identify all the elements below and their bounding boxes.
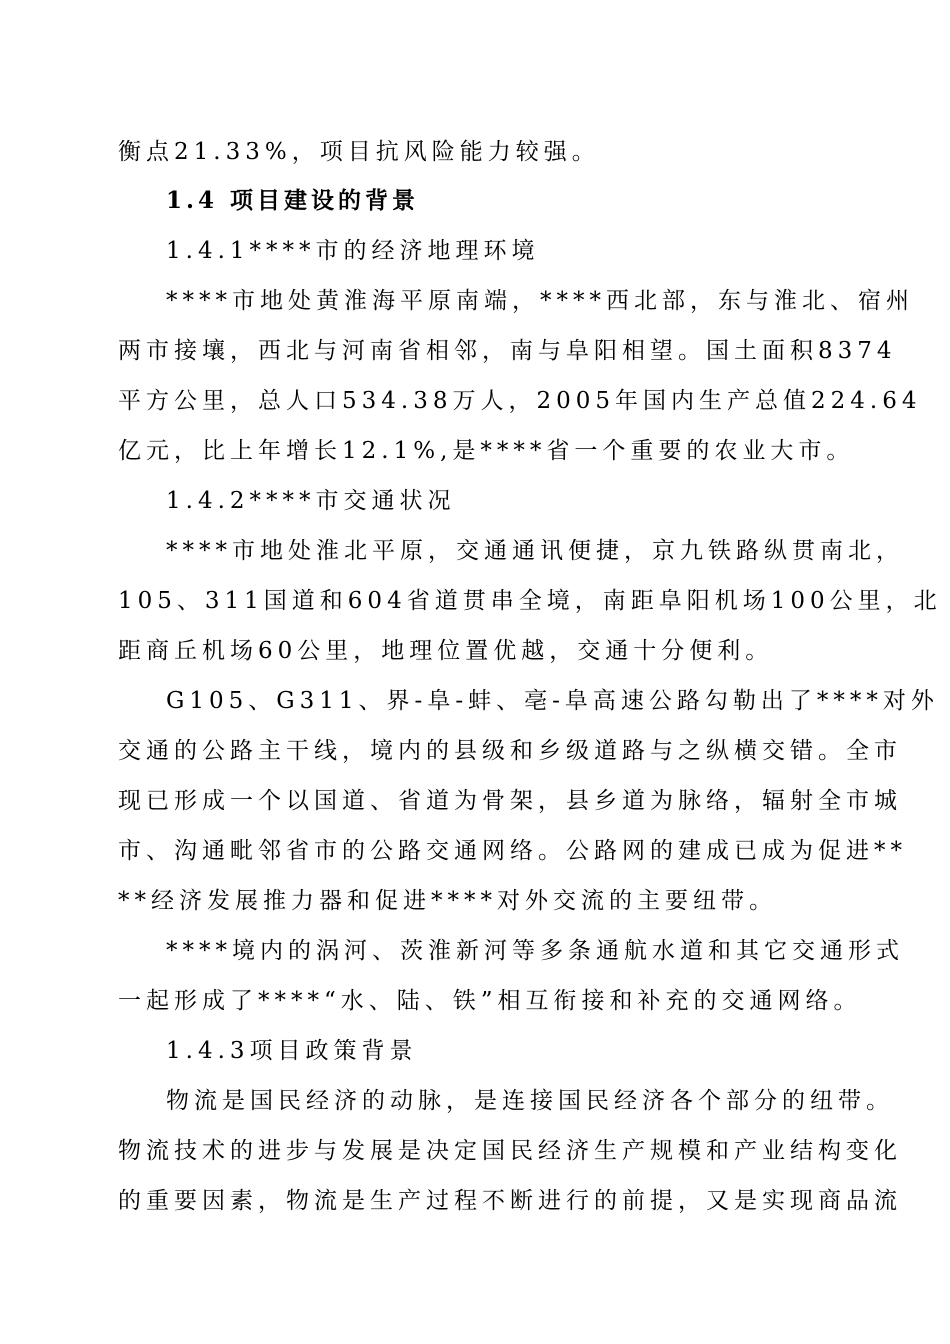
text-line: 一起形成了****“水、陆、铁”相互衔接和补充的交通网络。: [118, 988, 862, 1014]
text-line: **经济发展推力器和促进****对外交流的主要纽带。: [118, 888, 777, 914]
text-line: ****境内的涡河、茨淮新河等多条通航水道和其它交通形式: [166, 938, 904, 964]
text-line: 平方公里，总人口534.38万人，2005年国内生产总值224.64: [118, 388, 922, 414]
subsection-heading: 1.4.2****市交通状况: [166, 488, 456, 514]
text-line: 两市接壤，西北与河南省相邻，南与阜阳相望。国土面积8374: [118, 338, 897, 364]
text-line: 距商丘机场60公里，地理位置优越，交通十分便利。: [118, 638, 774, 664]
text-line: ****市地处黄淮海平原南端，****西北部，东与淮北、宿州: [166, 288, 914, 314]
subsection-heading: 1.4.1****市的经济地理环境: [166, 238, 540, 264]
text-line: ****市地处淮北平原，交通通讯便捷，京九铁路纵贯南北，: [166, 538, 904, 564]
text-line: 衡点21.33%，项目抗风险能力较强。: [118, 139, 600, 165]
text-line: G105、G311、界-阜-蚌、亳-阜高速公路勾勒出了****对外: [166, 688, 939, 714]
subsection-heading: 1.4.3项目政策背景: [166, 1038, 418, 1064]
text-line: 物流是国民经济的动脉，是连接国民经济各个部分的纽带。: [166, 1088, 894, 1114]
text-line: 现已形成一个以国道、省道为骨架，县乡道为脉络，辐射全市城: [118, 788, 902, 814]
text-line: 交通的公路主干线，境内的县级和乡级道路与之纵横交错。全市: [118, 738, 902, 764]
section-heading: 1.4 项目建设的背景: [166, 187, 420, 214]
text-line: 市、沟通毗邻省市的公路交通网络。公路网的建成已成为促进**: [118, 838, 907, 864]
text-line: 105、311国道和604省道贯串全境，南距阜阳机场100公里，北: [118, 588, 942, 614]
text-line: 亿元，比上年增长12.1%,是****省一个重要的农业大市。: [118, 438, 855, 464]
text-line: 的重要因素，物流是生产过程不断进行的前提，又是实现商品流: [118, 1188, 902, 1214]
text-line: 物流技术的进步与发展是决定国民经济生产规模和产业结构变化: [118, 1138, 902, 1164]
